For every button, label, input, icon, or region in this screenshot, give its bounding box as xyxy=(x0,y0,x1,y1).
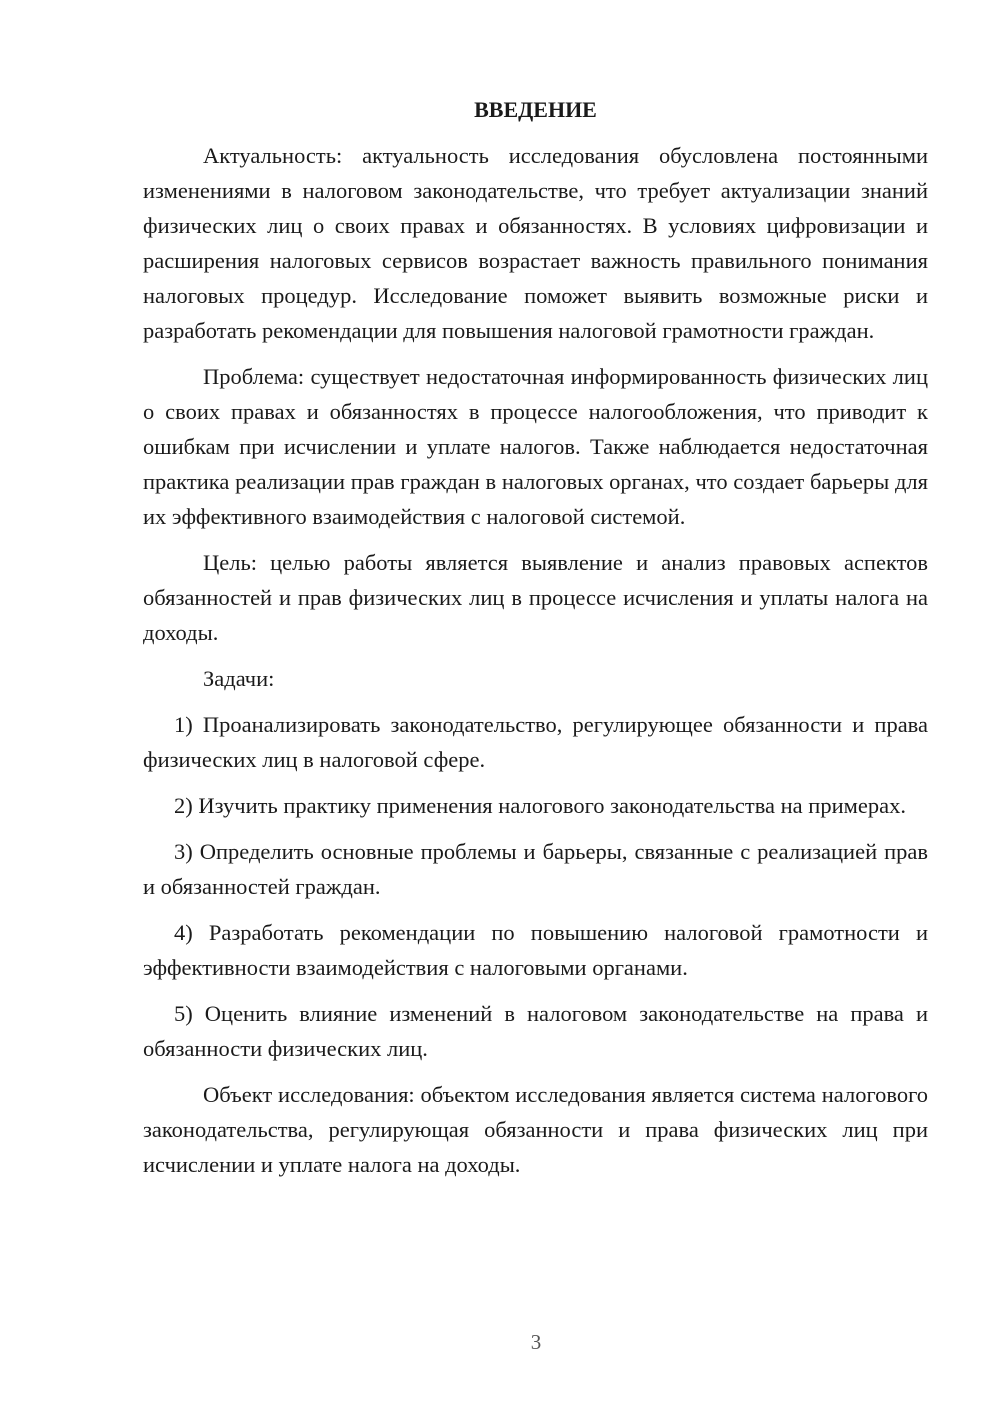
relevance-paragraph: Актуальность: актуальность исследования обусловлена постоянными изменениями в налоговом законодательстве, что требует актуализации знаний физических лиц о своих правах и обязанностях. В условиях цифровизации и расширения налоговых сервисов возрастает важность правильного понимания налоговых процедур. Исследование поможет выявить возможные риски и разработать рекомендации для повышения налоговой грамотности граждан. xyxy=(143,143,928,343)
task-item-2: 2) Изучить практику применения налогового законодательства на примерах. xyxy=(174,793,906,818)
task-item-1: 1) Проанализировать законодательство, регулирующее обязанности и права физических лиц в налоговой сфере. xyxy=(143,712,928,772)
task-item-5: 5) Оценить влияние изменений в налоговом законодательстве на права и обязанности физических лиц. xyxy=(143,1001,928,1061)
page-number: 3 xyxy=(530,1330,542,1354)
problem-paragraph: Проблема: существует недостаточная информированность физических лиц о своих правах и обязанностях в процессе налогообложения, что приводит к ошибкам при исчислении и уплате налогов. Также наблюдается недостаточная практика реализации прав граждан в налоговых органах, что создает барьеры для их эффективного взаимодействия с налоговой системой. xyxy=(143,364,928,529)
object-paragraph: Объект исследования: объектом исследования является система налогового законодательства, регулирующая обязанности и права физических лиц при исчислении и уплате налога на доходы. xyxy=(143,1082,928,1177)
task-item-4: 4) Разработать рекомендации по повышению налоговой грамотности и эффективности взаимодействия с налоговыми органами. xyxy=(143,920,928,980)
task-item-3: 3) Определить основные проблемы и барьеры, связанные с реализацией прав и обязанностей граждан. xyxy=(143,839,928,899)
section-title: ВВЕДЕНИЕ xyxy=(474,97,597,122)
goal-paragraph: Цель: целью работы является выявление и анализ правовых аспектов обязанностей и прав физических лиц в процессе исчисления и уплаты налога на доходы. xyxy=(143,550,928,645)
document-page xyxy=(143,92,928,1193)
tasks-heading: Задачи: xyxy=(203,666,275,691)
